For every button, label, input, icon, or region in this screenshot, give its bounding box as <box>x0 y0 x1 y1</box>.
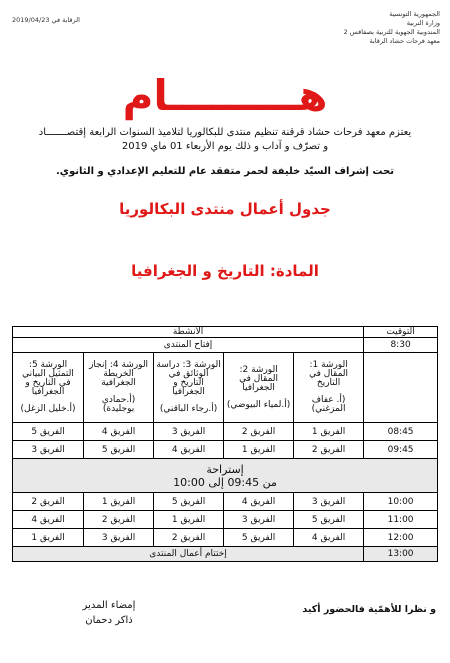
ministry-header <box>344 10 440 46</box>
group-cell: الفريق 3 <box>154 423 224 441</box>
group-cell: الفريق 3 <box>294 493 364 511</box>
group-cell: الفريق 5 <box>84 441 154 459</box>
time-cell: 13:00 <box>364 547 438 562</box>
time-cell: 08:45 <box>364 423 438 441</box>
group-cell: الفريق 4 <box>13 511 84 529</box>
table-row <box>13 423 438 441</box>
intro-line: و تصرّف و آداب و ذلك يوم الأربعاء 01 ماي 2019 <box>121 141 329 152</box>
subject-title: المادة: التاريخ و الجغرافيا <box>131 262 319 280</box>
workshops-row <box>13 353 438 423</box>
workshop-1: الورشة 1: المقال في التاريخ (أ. عفاف المزغني) <box>294 353 364 423</box>
group-cell: الفريق 1 <box>294 423 364 441</box>
group-cell: الفريق 2 <box>224 423 294 441</box>
group-cell: الفريق 4 <box>294 529 364 547</box>
table-row <box>13 441 438 459</box>
break-range: من 09:45 إلى 10:00 <box>173 475 277 489</box>
header-line: وزارة التربية <box>406 19 440 27</box>
attendance-note: و نظرا للأهمّية فالحضور أكيد <box>302 604 436 615</box>
group-cell: الفريق 2 <box>13 493 84 511</box>
break-title: إستراحة <box>206 462 244 476</box>
signature-title: إمضاء المدير <box>82 600 136 611</box>
table-header-row <box>13 327 438 338</box>
table-row <box>13 493 438 511</box>
time-cell: 10:00 <box>364 493 438 511</box>
time-cell: 12:00 <box>364 529 438 547</box>
header-line: الجمهورية التونسية <box>389 10 440 18</box>
group-cell: الفريق 3 <box>13 441 84 459</box>
group-cell: الفريق 5 <box>13 423 84 441</box>
table-row <box>13 529 438 547</box>
schedule-table <box>12 326 438 562</box>
workshop-4: الورشة 4: إنجاز الخريطة الجغرافية (أ.حمادي بوجليدة) <box>84 353 154 423</box>
closing-row <box>13 547 438 562</box>
group-cell: الفريق 1 <box>154 511 224 529</box>
group-cell: الفريق 4 <box>84 423 154 441</box>
opening-label: إفتاح المنتدى <box>13 338 364 353</box>
group-cell: الفريق 5 <box>154 493 224 511</box>
header-line: المندوبية الجهوية للتربية بصفاقس 2 <box>343 28 440 36</box>
time-cell: 09:45 <box>364 441 438 459</box>
break-row <box>13 459 438 493</box>
group-cell: الفريق 2 <box>294 441 364 459</box>
intro-line: يعتزم معهد فرحات حشاد قرقنة تنظيم منتدى للبكالوريا لتلاميذ السنوات الرابعة إقتصـــــــاد <box>38 127 412 138</box>
header-activities: الأنشطة <box>13 327 364 338</box>
group-cell: الفريق 4 <box>154 441 224 459</box>
director-signature <box>54 598 164 628</box>
table-row <box>13 511 438 529</box>
intro-text <box>20 126 430 154</box>
workshop-3: الورشة 3: دراسة الوثائق في التاريخ و الجغرافيا (أ.رجاء الباقني) <box>154 353 224 423</box>
group-cell: الفريق 3 <box>224 511 294 529</box>
document-date: الرقابة في 2019/04/23 <box>12 16 80 24</box>
supervision-line: تحت إشراف السيّد خليفة لحمر متفقد عام للتعليم الإعدادي و الثانوي. <box>56 166 394 177</box>
group-cell: الفريق 3 <box>84 529 154 547</box>
workshop-5: الورشة 5: التمثيل البياني في التاريخ و الجغرافيا (أ.خليل الزغل) <box>13 353 84 423</box>
group-cell: الفريق 5 <box>224 529 294 547</box>
group-cell: الفريق 2 <box>84 511 154 529</box>
closing-label: إختتام أعمال المنتدى <box>13 547 364 562</box>
time-cell: 11:00 <box>364 511 438 529</box>
break-cell <box>13 459 438 493</box>
header-line: معهد فرحات حشاد الرقابة <box>369 37 440 45</box>
group-cell: الفريق 1 <box>84 493 154 511</box>
group-cell: الفريق 1 <box>224 441 294 459</box>
opening-row <box>13 338 438 353</box>
group-cell: الفريق 1 <box>13 529 84 547</box>
empty-cell <box>364 353 438 423</box>
group-cell: الفريق 2 <box>154 529 224 547</box>
schedule-title: جدول أعمال منتدى البكالوريا <box>119 200 331 218</box>
time-cell: 8:30 <box>364 338 438 353</box>
group-cell: الفريق 5 <box>294 511 364 529</box>
workshop-2: الورشة 2: المقال في الجغرافيا (أ.لمياء البيوضي) <box>224 353 294 423</box>
signature-name: ذاكر دحمان <box>85 615 133 626</box>
header-time: التوقيت <box>364 327 438 338</box>
group-cell: الفريق 4 <box>224 493 294 511</box>
page-title: هـــــــــام <box>122 71 328 120</box>
